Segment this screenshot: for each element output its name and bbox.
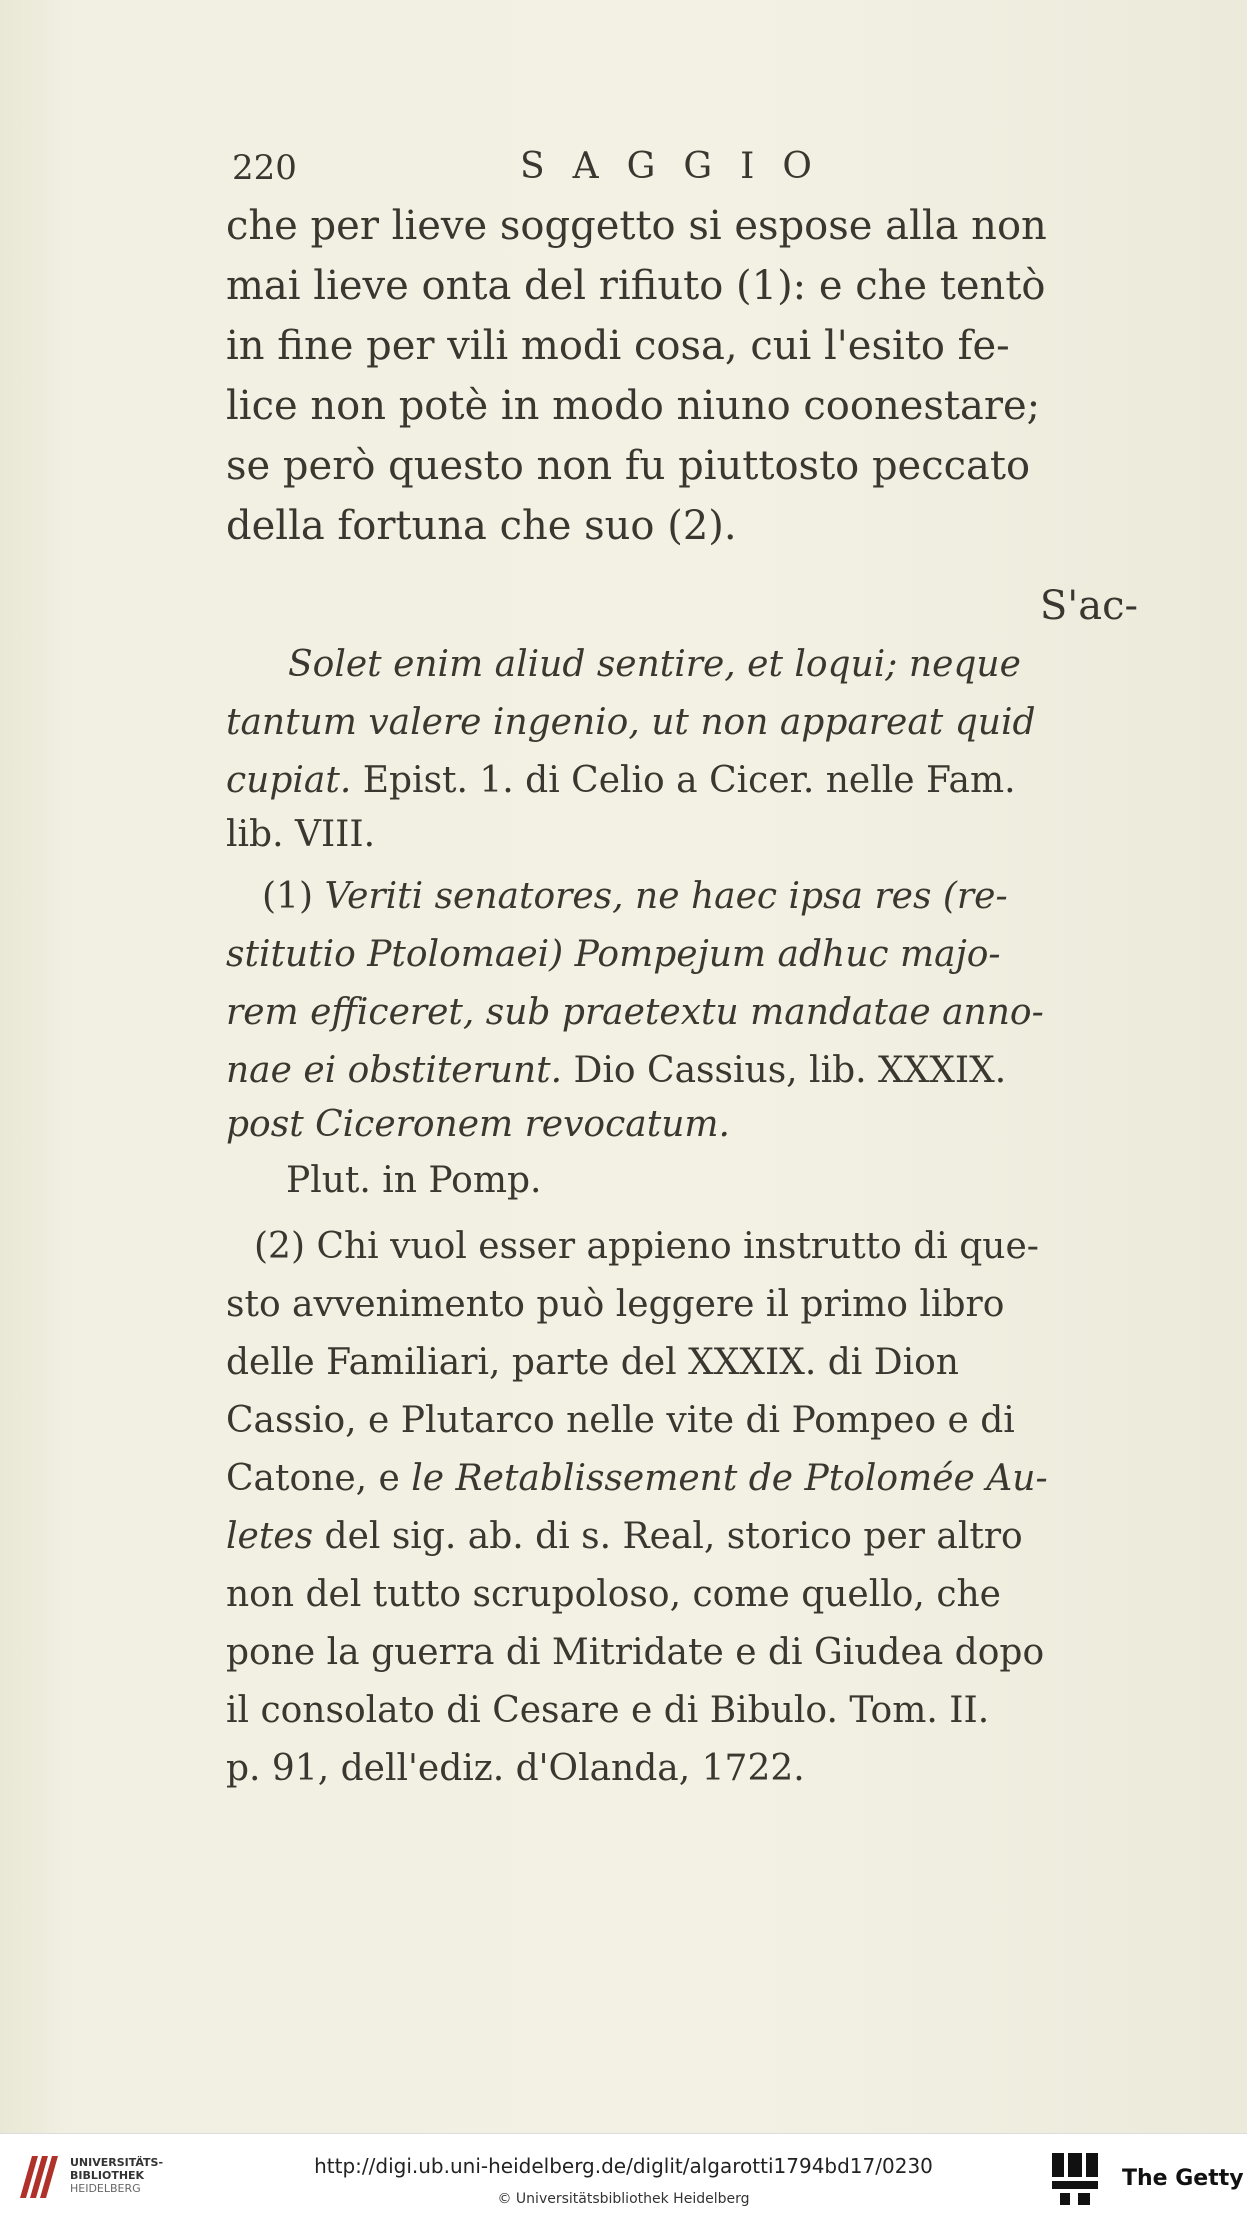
note-line: lib. VIII.	[226, 814, 376, 855]
note-line: tantum valere ingenio, ut non appareat quid	[226, 702, 1036, 743]
note-line: stitutio Ptolomaei) Pompejum adhuc majo-	[226, 934, 1001, 975]
sponsor-name: The Getty	[1122, 2166, 1244, 2191]
text-line: se però questo non fu piuttosto peccato	[226, 443, 1031, 489]
text-line: mai lieve onta del rifiuto (1): e che tentò	[226, 263, 1046, 309]
note-line: delle Familiari, parte del XXXIX. di Dion	[226, 1342, 959, 1383]
note-line: letes del sig. ab. di s. Real, storico per altro	[226, 1516, 1023, 1557]
note-line: Plut. in Pomp.	[286, 1160, 542, 1201]
permalink-url[interactable]: http://digi.ub.uni-heidelberg.de/diglit/algarotti1794bd17/0230	[314, 2154, 933, 2178]
note-line: Cassio, e Plutarco nelle vite di Pompeo e di	[226, 1400, 1015, 1441]
text-line: che per lieve soggetto si espose alla non	[226, 203, 1047, 249]
note-line: sto avvenimento può leggere il primo libro	[226, 1284, 1005, 1325]
note-line: post Ciceronem revocatum.	[226, 1104, 730, 1145]
note-line: Solet enim aliud sentire, et loqui; neque	[288, 644, 1021, 685]
note-line: pone la guerra di Mitridate e di Giudea dopo	[226, 1632, 1045, 1673]
text-line: della fortuna che suo (2).	[226, 503, 737, 549]
note-line: cupiat. Epist. 1. di Celio a Cicer. nelle Fam.	[226, 760, 1016, 801]
note-line: nae ei obstiterunt. Dio Cassius, lib. XXXIX.	[226, 1050, 1007, 1091]
text-line: lice non potè in modo niuno coonestare;	[226, 383, 1041, 429]
running-head: SAGGIO	[520, 146, 840, 187]
note-line: (1) Veriti senatores, ne haec ipsa res (re-	[262, 876, 1008, 917]
text-line: in fine per vili modi cosa, cui l'esito fe-	[226, 323, 1010, 369]
copyright-notice: © Universitätsbibliothek Heidelberg	[497, 2191, 750, 2207]
note-line: p. 91, dell'ediz. d'Olanda, 1722.	[226, 1748, 805, 1789]
page-number: 220	[232, 148, 297, 188]
viewer-footer	[0, 2133, 1247, 2225]
note-line: (2) Chi vuol esser appieno instrutto di que-	[254, 1226, 1039, 1267]
catchword: S'ac-	[1039, 583, 1138, 629]
getty-logo-icon	[1050, 2149, 1102, 2209]
note-line: rem efficeret, sub praetextu mandatae anno-	[226, 992, 1044, 1033]
note-line: non del tutto scrupoloso, come quello, che	[226, 1574, 1001, 1615]
note-line: Catone, e le Retablissement de Ptolomée Au-	[226, 1458, 1048, 1499]
library-name: UNIVERSITÄTS- BIBLIOTHEK HEIDELBERG	[70, 2156, 164, 2195]
note-line: il consolato di Cesare e di Bibulo. Tom. II.	[226, 1690, 990, 1731]
